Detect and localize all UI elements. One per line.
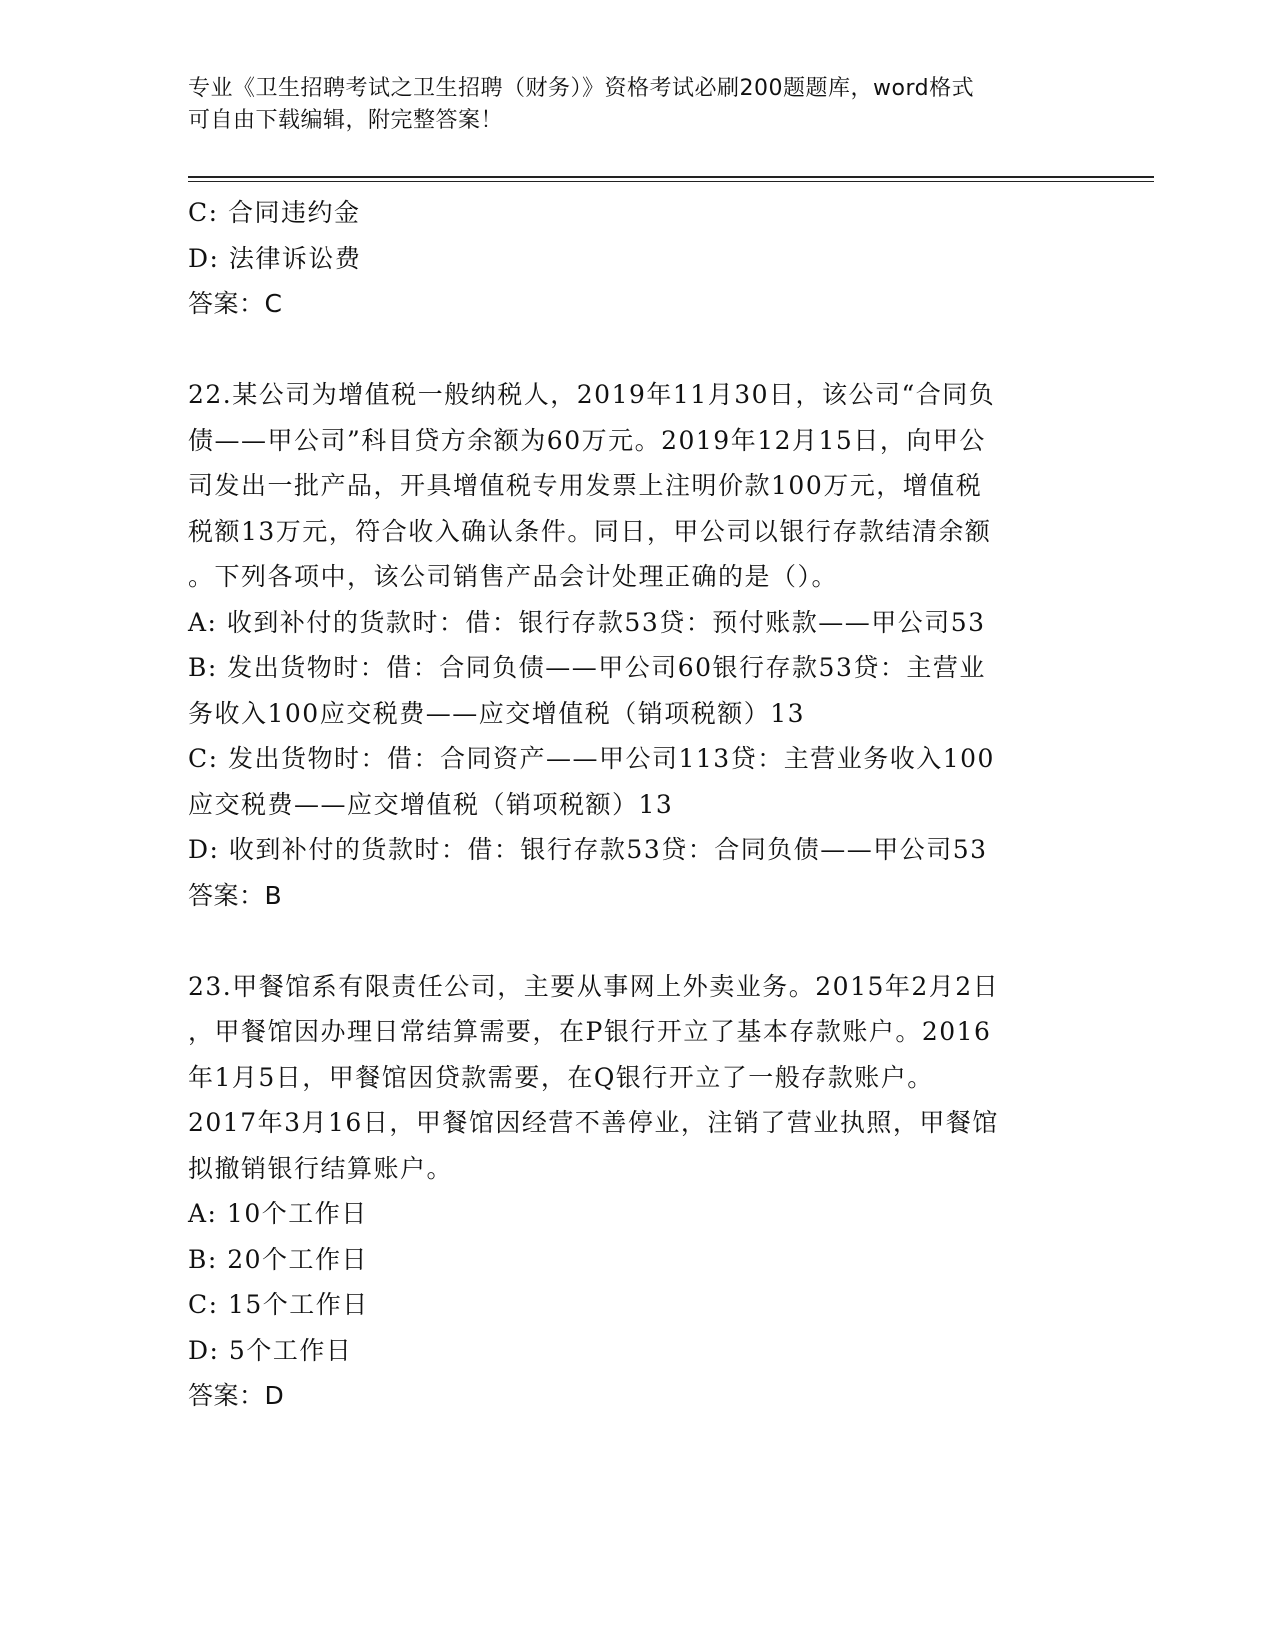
document-body xyxy=(188,190,1088,1419)
header-line-2: 可自由下载编辑，附完整答案！ xyxy=(188,108,504,133)
header-line-1: 专业《卫生招聘考试之卫生招聘（财务）》资格考试必刷200题题库，word格式 xyxy=(188,76,975,101)
option-c: C: 15个工作日 xyxy=(188,1290,369,1319)
question-stem-line: 22.某公司为增值税一般纳税人，2019年11月30日，该公司“合同负 xyxy=(188,380,996,409)
page-header xyxy=(188,73,1068,137)
question-stem-line: 。下列各项中，该公司销售产品会计处理正确的是（）。 xyxy=(188,562,839,591)
answer-line: 答案：C xyxy=(188,289,283,318)
header-divider-thin xyxy=(188,181,1154,182)
question-stem-line: 债——甲公司”科目贷方余额为60万元。2019年12月15日，向甲公 xyxy=(188,425,986,455)
option-b: B: 发出货物时：借：合同负债——甲公司60银行存款53贷：主营业 xyxy=(188,653,986,682)
option-d: D: 5个工作日 xyxy=(188,1335,353,1365)
spacer xyxy=(188,327,1088,373)
option-d: D: 收到补付的货款时：借：银行存款53贷：合同负债——甲公司53 xyxy=(188,835,988,864)
option-c-continued: 应交税费——应交增值税（销项税额）13 xyxy=(188,789,674,819)
question-23 xyxy=(188,964,1088,1419)
question-stem-line: 拟撤销银行结算账户。 xyxy=(188,1153,454,1183)
option-d: D: 法律诉讼费 xyxy=(188,243,362,273)
option-b-continued: 务收入100应交税费——应交增值税（销项税额）13 xyxy=(188,698,806,728)
previous-question-tail xyxy=(188,190,1088,327)
option-a: A: 收到补付的货款时：借：银行存款53贷：预付账款——甲公司53 xyxy=(188,607,986,637)
option-b: B: 20个工作日 xyxy=(188,1244,369,1274)
question-stem-line: 2017年3月16日，甲餐馆因经营不善停业，注销了营业执照，甲餐馆 xyxy=(188,1108,999,1137)
option-c: C: 合同违约金 xyxy=(188,198,361,227)
question-22 xyxy=(188,372,1088,918)
answer-line: 答案：D xyxy=(188,1381,285,1410)
option-a: A: 10个工作日 xyxy=(188,1199,368,1228)
answer-line: 答案：B xyxy=(188,880,283,910)
option-c: C: 发出货物时：借：合同资产——甲公司113贷：主营业务收入100 xyxy=(188,744,995,773)
question-stem-line: ，甲餐馆因办理日常结算需要，在P银行开立了基本存款账户。2016 xyxy=(188,1017,992,1046)
header-divider-thick xyxy=(188,176,1154,178)
question-stem-line: 税额13万元，符合收入确认条件。同日，甲公司以银行存款结清余额 xyxy=(188,516,992,546)
question-stem-line: 年1月5日，甲餐馆因贷款需要，在Q银行开立了一般存款账户。 xyxy=(188,1062,934,1092)
question-stem-line: 司发出一批产品，开具增值税专用发票上注明价款100万元，增值税 xyxy=(188,471,983,500)
question-stem-line: 23.甲餐馆系有限责任公司，主要从事网上外卖业务。2015年2月2日 xyxy=(188,971,1000,1001)
spacer xyxy=(188,918,1088,964)
